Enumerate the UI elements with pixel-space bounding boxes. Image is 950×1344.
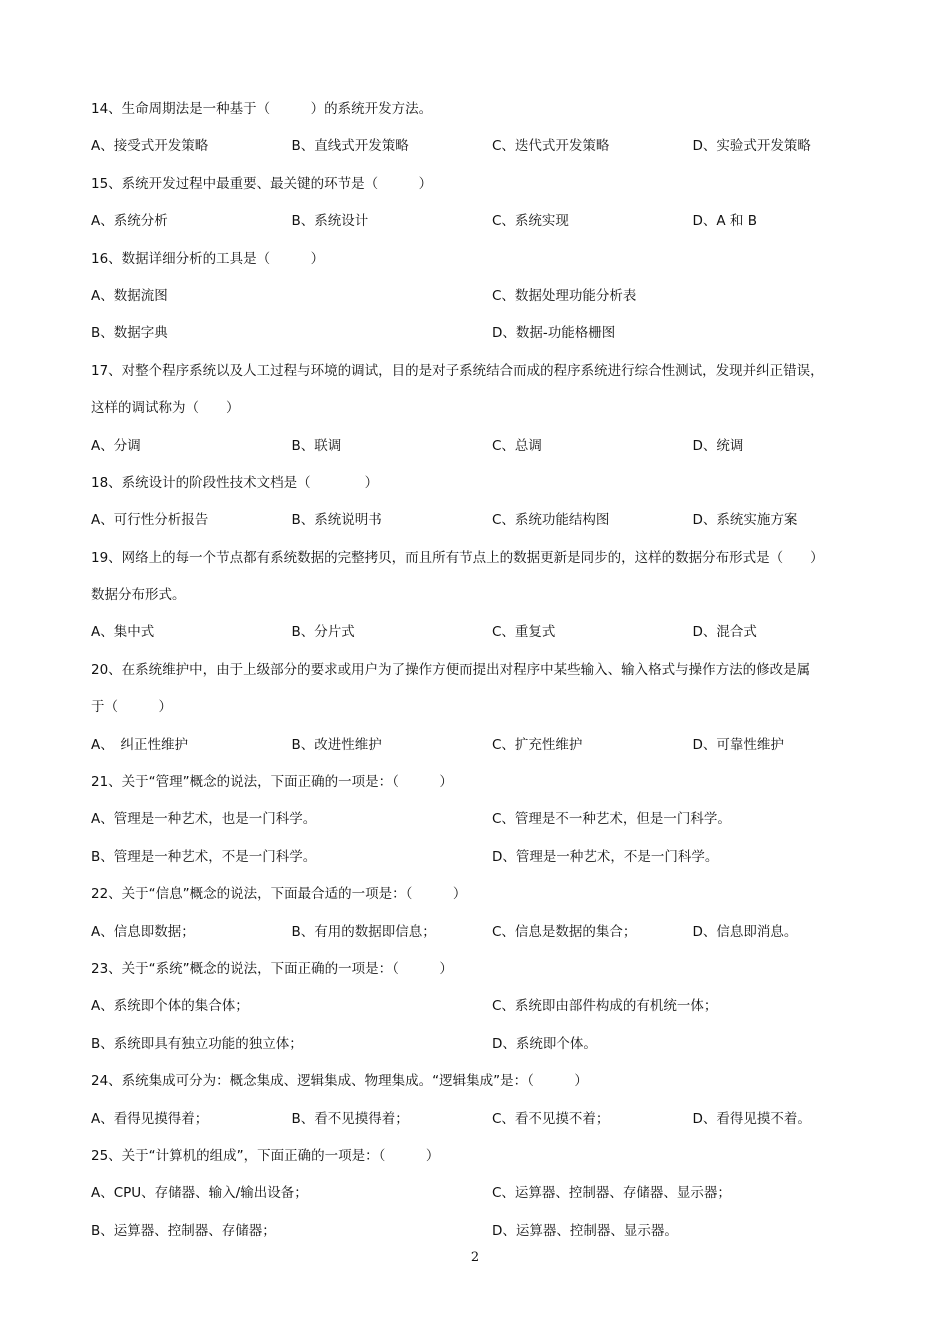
answer-option: C、系统即由部件构成的有机统一体； [492, 998, 718, 1015]
answer-option: C、看不见摸不着； [492, 1110, 610, 1127]
answer-option: B、数据字典 [91, 325, 168, 342]
question-block [91, 98, 871, 173]
answer-option: C、系统功能结构图 [492, 512, 610, 529]
question-stem: 17、对整个程序系统以及人工过程与环境的调试，目的是对子系统结合而成的程序系统进行综合性测试，发现并纠正错误， [91, 362, 824, 379]
question-stem: 16、数据详细分析的工具是（ ） [91, 250, 325, 267]
answer-option: B、联调 [291, 437, 342, 454]
question-block [91, 883, 871, 958]
answer-option: D、管理是一种艺术，不是一门科学。 [492, 848, 719, 865]
answer-option: D、运算器、控制器、显示器。 [492, 1222, 678, 1239]
answer-option: B、运算器、控制器、存储器； [91, 1222, 276, 1239]
answer-option: B、直线式开发策略 [291, 138, 409, 155]
question-stem: 20、在系统维护中，由于上级部分的要求或用户为了操作方便而提出对程序中某些输入、输入格式与操作方法的修改是属 [91, 661, 811, 678]
option-row [91, 285, 871, 322]
answer-option: D、实验式开发策略 [692, 138, 811, 155]
answer-option: D、系统实施方案 [692, 512, 798, 529]
option-row [91, 1182, 871, 1219]
question-block [91, 771, 871, 883]
question-block [91, 360, 871, 472]
answer-option: B、系统即具有独立功能的独立体； [91, 1035, 303, 1052]
answer-option: B、有用的数据即信息； [291, 923, 436, 940]
answer-option: B、系统设计 [291, 213, 369, 230]
answer-option: C、迭代式开发策略 [492, 138, 610, 155]
question-stem: 22、关于“信息”概念的说法，下面最合适的一项是：（ ） [91, 886, 467, 903]
option-row [91, 621, 871, 658]
option-row [91, 921, 871, 958]
answer-option: A、分调 [91, 437, 141, 454]
answer-option: D、A 和 B [692, 213, 757, 230]
answer-option: D、混合式 [692, 624, 757, 641]
answer-option: A、信息即数据； [91, 923, 195, 940]
question-block [91, 1145, 871, 1257]
answer-option: D、统调 [692, 437, 744, 454]
question-list [91, 98, 871, 1257]
question-stem: 15、系统开发过程中最重要、最关键的环节是（ ） [91, 175, 433, 192]
option-row [91, 210, 871, 247]
option-row [91, 995, 871, 1032]
answer-option: A、集中式 [91, 624, 155, 641]
answer-option: D、信息即消息。 [692, 923, 798, 940]
question-block [91, 958, 871, 1070]
answer-option: B、分片式 [291, 624, 355, 641]
option-row [91, 1033, 871, 1070]
option-row [91, 1108, 871, 1145]
question-stem: 19、网络上的每一个节点都有系统数据的完整拷贝，而且所有节点上的数据更新是同步的，这样的数据分布形式是（ ） [91, 549, 824, 566]
question-stem: 18、系统设计的阶段性技术文档是（ ） [91, 474, 379, 491]
answer-option: D、系统即个体。 [492, 1035, 597, 1052]
question-stem-continued: 数据分布形式。 [91, 587, 186, 604]
answer-option: A、看得见摸得着； [91, 1110, 209, 1127]
option-row [91, 509, 871, 546]
option-row [91, 135, 871, 172]
answer-option: C、管理是不一种艺术，但是一门科学。 [492, 811, 731, 828]
option-row [91, 435, 871, 472]
question-stem: 21、关于“管理”概念的说法，下面正确的一项是：（ ） [91, 774, 453, 791]
answer-option: B、系统说明书 [291, 512, 382, 529]
question-stem-continued: 于（ ） [91, 699, 172, 716]
answer-option: A、CPU、存储器、输入/输出设备； [91, 1185, 308, 1202]
question-block [91, 472, 871, 547]
answer-option: B、看不见摸得着； [291, 1110, 409, 1127]
answer-option: B、管理是一种艺术，不是一门科学。 [91, 848, 317, 865]
answer-option: C、扩充性维护 [492, 736, 583, 753]
option-row [91, 808, 871, 845]
answer-option: D、可靠性维护 [692, 736, 784, 753]
answer-option: C、重复式 [492, 624, 556, 641]
question-stem: 23、关于“系统”概念的说法，下面正确的一项是：（ ） [91, 960, 453, 977]
answer-option: A、数据流图 [91, 287, 168, 304]
page-number: 2 [470, 1250, 480, 1265]
answer-option: C、数据处理功能分析表 [492, 287, 637, 304]
answer-option: C、运算器、控制器、存储器、显示器； [492, 1185, 731, 1202]
option-row [91, 322, 871, 359]
answer-option: D、数据-功能格栅图 [492, 325, 616, 342]
answer-option: C、系统实现 [492, 213, 569, 230]
answer-option: A、系统分析 [91, 213, 168, 230]
question-block [91, 248, 871, 360]
answer-option: C、信息是数据的集合； [492, 923, 637, 940]
answer-option: A、接受式开发策略 [91, 138, 209, 155]
question-block [91, 173, 871, 248]
answer-option: A、系统即个体的集合体； [91, 998, 249, 1015]
question-block [91, 1070, 871, 1145]
answer-option: B、改进性维护 [291, 736, 382, 753]
option-row [91, 734, 871, 771]
answer-option: A、管理是一种艺术，也是一门科学。 [91, 811, 317, 828]
answer-option: D、看得见摸不着。 [692, 1110, 811, 1127]
question-stem: 25、关于“计算机的组成”，下面正确的一项是：（ ） [91, 1147, 440, 1164]
question-block [91, 547, 871, 659]
question-stem: 24、系统集成可分为：概念集成、逻辑集成、物理集成。“逻辑集成”是：（ ） [91, 1073, 588, 1090]
option-row [91, 846, 871, 883]
question-stem-continued: 这样的调试称为（ ） [91, 400, 240, 417]
question-block [91, 659, 871, 771]
answer-option: C、总调 [492, 437, 542, 454]
answer-option: A、可行性分析报告 [91, 512, 209, 529]
question-stem: 14、生命周期法是一种基于（ ）的系统开发方法。 [91, 101, 433, 117]
answer-option: A、 纠正性维护 [91, 736, 188, 753]
